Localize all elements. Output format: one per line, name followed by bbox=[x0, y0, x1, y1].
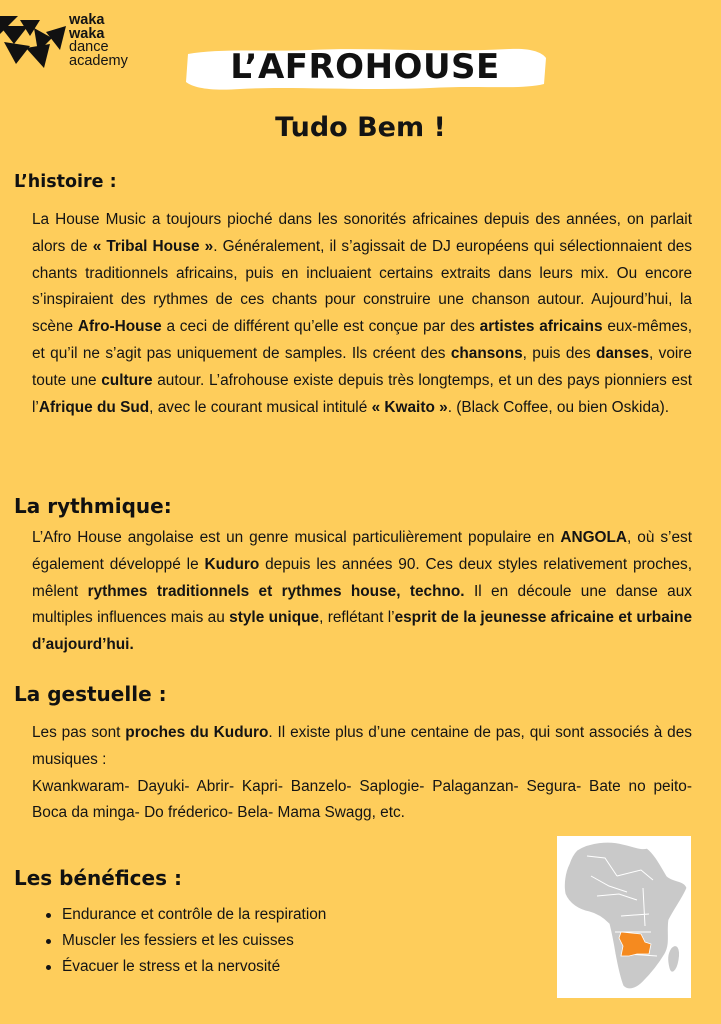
text-run: . Généralement, il s’agissait de DJ européens qui sélectionnaient des chants traditionnels africains, puis en incluaient certains extraits dans leurs mix. Ou encore s’inspiraient des rythmes de ces chants pour construire une chanson autour. Aujourd’hui, la scène bbox=[32, 237, 693, 336]
page-title: L’AFROHOUSE bbox=[230, 47, 500, 87]
text-run: eux-mêmes, et qu’il ne s’agit pas uniquement de samples. Ils créent des bbox=[32, 318, 692, 362]
logo-word-4: academy bbox=[69, 52, 128, 69]
africa-map-icon bbox=[557, 836, 691, 998]
bold-text: Kuduro bbox=[204, 555, 260, 573]
africa-map bbox=[557, 836, 691, 998]
bold-text: Afrique du Sud bbox=[38, 398, 150, 416]
list-item: Endurance et contrôle de la respiration bbox=[42, 902, 326, 928]
logo-word-1: waka bbox=[69, 12, 105, 28]
bold-text: « Kwaito » bbox=[371, 398, 448, 416]
academy-logo bbox=[0, 12, 150, 92]
text-run: , avec le courant musical intitulé bbox=[149, 398, 372, 416]
bold-text: danses bbox=[595, 344, 650, 362]
text-run: Il en découle une danse aux multiples influences mais au bbox=[32, 582, 692, 627]
rythmique-paragraph bbox=[32, 525, 692, 659]
section-heading-histoire: L’histoire : bbox=[14, 172, 117, 192]
text-run: Les pas sont bbox=[32, 724, 126, 741]
list-item: Évacuer le stress et la nervosité bbox=[42, 954, 326, 980]
text-run: , où s’est également développé le bbox=[32, 529, 692, 573]
text-run: , puis des bbox=[522, 344, 596, 362]
section-heading-rythmique: La rythmique: bbox=[14, 494, 172, 518]
bold-text: style unique bbox=[229, 609, 320, 627]
list-item: Muscler les fessiers et les cuisses bbox=[42, 928, 326, 954]
gestuelle-paragraph bbox=[32, 720, 692, 827]
section-heading-gestuelle: La gestuelle : bbox=[14, 682, 167, 706]
benefits-list bbox=[42, 902, 326, 980]
text-run: , voire toute une bbox=[32, 344, 692, 389]
page-subtitle: Tudo Bem ! bbox=[275, 112, 446, 143]
logo-word-3: dance bbox=[69, 39, 109, 55]
bold-text: ANGOLA bbox=[560, 529, 628, 546]
text-run: La House Music a toujours pioché dans les sonorités africaines depuis des années, on parlait alors de bbox=[32, 211, 692, 255]
text-run: depuis les années 90. Ces deux styles relativement proches, mêlent bbox=[32, 555, 693, 600]
logo-triangles-icon bbox=[0, 16, 66, 72]
bold-text: culture bbox=[101, 371, 153, 389]
bold-text: proches du Kuduro bbox=[125, 724, 269, 741]
text-run: Kwankwaram- Dayuki- Abrir- Kapri- Banzelo- Saplogie- Palaganzan- Segura- Bate no peito- Boca da minga- Do fréderico- Bela- Mama Swagg, etc. bbox=[32, 777, 692, 822]
bold-text: Afro-House bbox=[77, 318, 162, 336]
section-heading-benefices: Les bénéfices : bbox=[14, 866, 182, 890]
text-run: , reflétant l’ bbox=[319, 609, 395, 627]
text-run: . Il existe plus d’une centaine de pas, qui sont associés à des musiques : bbox=[32, 724, 692, 768]
bold-text: rythmes traditionnels et rythmes house, techno. bbox=[87, 582, 465, 600]
text-run: . (Black Coffee, ou bien Oskida). bbox=[447, 398, 669, 416]
logo-word-2: waka bbox=[69, 25, 105, 42]
bold-text: « Tribal House » bbox=[92, 237, 214, 255]
text-run: L’Afro House angolaise est un genre musical particulièrement populaire en bbox=[32, 529, 561, 546]
title-banner bbox=[180, 44, 550, 92]
text-run: autour. L’afrohouse existe depuis très longtemps, et un des pays pionniers est l’ bbox=[32, 371, 692, 416]
bold-text: artistes africains bbox=[479, 318, 603, 336]
bold-text: esprit de la jeunesse africaine et urbaine d’aujourd’hui. bbox=[32, 609, 693, 654]
bold-text: chansons bbox=[450, 344, 523, 362]
histoire-paragraph bbox=[32, 207, 692, 421]
text-run: a ceci de différent qu’elle est conçue par des bbox=[161, 318, 480, 336]
